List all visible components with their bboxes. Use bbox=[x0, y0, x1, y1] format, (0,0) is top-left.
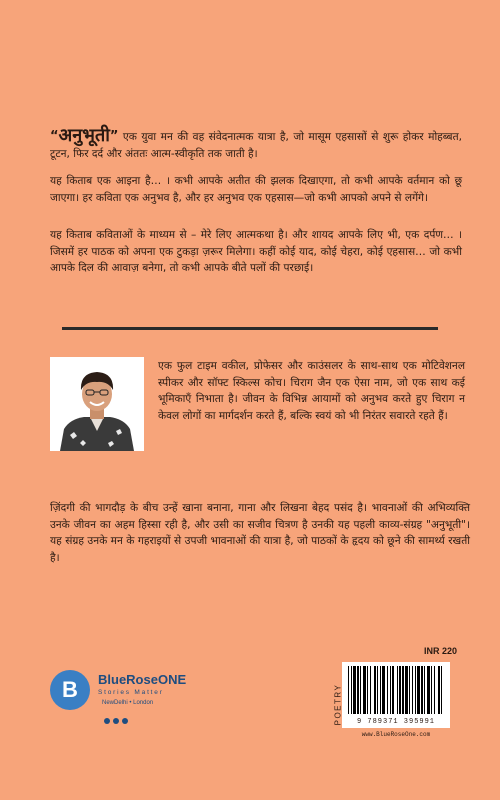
twitter-icon bbox=[122, 718, 128, 724]
autobiography-paragraph: यह किताब कविताओं के माध्यम से – मेरे लिए आत्मकथा है। और शायद आपके लिए भी, एक दर्पण… । जिसमें हर पाठक को अपना एक टुकड़ा ज़रूर मिलेगा। कहीं कोई याद, कोई चेहरा, कोई एहसास… जो कभी आपके दिल की आवाज़ बनेगा, तो कभी आपके बीते पलों की परछाई। bbox=[50, 229, 462, 274]
author-interests: ज़िंदगी की भागदौड़ के बीच उन्हें खाना बनाना, गाना और लिखना बेहद पसंद है। भावनाओं की अभिव्यक्ति उनके जीवन का अहम हिस्सा रही है, और उसी का सजीव चित्रण है उनकी यह पहली काव्य-संग्रह "अनुभूती"। यह संग्रह उनके मन के गहराइयों से उपजी भावनाओं की यात्रा है, जो पाठकों के हृदय को छूने की सामर्थ्य रखती है। bbox=[50, 502, 470, 564]
isbn-number: 9 789371 395991 bbox=[356, 718, 435, 726]
title-quote-open: “ bbox=[50, 129, 59, 144]
publisher-name: BlueRoseONE bbox=[98, 672, 187, 687]
title-quote-close: ” bbox=[109, 129, 119, 144]
book-title: अनुभूती bbox=[58, 125, 110, 146]
divider-rule bbox=[62, 327, 438, 330]
publisher-tagline: Stories Matter bbox=[98, 689, 164, 696]
social-icons bbox=[104, 709, 131, 728]
author-photo bbox=[50, 357, 144, 451]
publisher-logo-icon bbox=[50, 670, 90, 710]
author-bio: एक फुल टाइम वकील, प्रोफेसर और काउंसलर के साथ-साथ एक मोटिवेशनल स्पीकर और सॉफ्ट स्किल्स कोच। चिराग जैन एक ऐसा नाम, जो एक साथ कई भूमिकाएँ निभाता है। जीवन के विभिन्न आयामों को अनुभव करते हुए चिराग न केवल लोगों का मार्गदर्शन करते हैं, बल्कि स्वयं को भी निरंतर सवारते रहते हैं। bbox=[158, 360, 465, 422]
mirror-paragraph: यह किताब एक आइना है… । कभी आपके अतीत की झलक दिखाएगा, तो कभी आपके वर्तमान को छू जाएगा। हर कविता एक अनुभव है, और हर अनुभव एक एहसास—जो कभी आपको अपने से लगेंगे। bbox=[50, 175, 462, 204]
facebook-icon bbox=[104, 718, 110, 724]
price-label: INR 220 bbox=[424, 646, 458, 656]
publisher-website: www.BlueRoseOne.com bbox=[361, 731, 431, 738]
publisher-logo bbox=[50, 668, 230, 718]
intro-paragraph bbox=[50, 125, 462, 162]
genre-label: POETRY bbox=[333, 683, 343, 726]
publisher-cities: NewDelhi • London bbox=[102, 700, 154, 706]
instagram-icon bbox=[113, 718, 119, 724]
intro-text: एक युवा मन की वह संवेदनात्मक यात्रा है, जो मासूम एहसासों से शुरू होकर मोहब्बत, टूटन, फिर दर्द और अंततः आत्म-स्वीकृति तक जाती है। bbox=[50, 131, 462, 160]
logo-letter: B bbox=[62, 677, 78, 702]
